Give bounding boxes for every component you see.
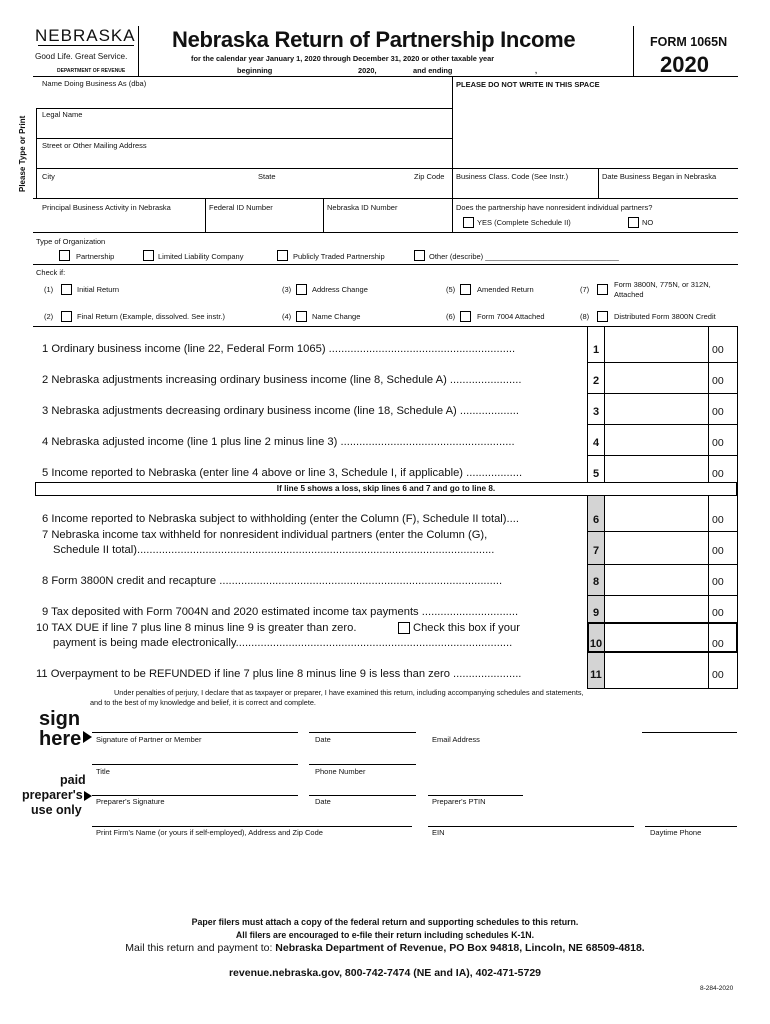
line-11-number: 11 — [590, 669, 602, 681]
line-8-text: 8 Form 3800N credit and recapture ........................................................................................... — [42, 575, 503, 587]
line-3-number: 3 — [592, 406, 600, 418]
nebraska-id-field[interactable] — [323, 198, 452, 232]
org-type-heading: Type of Organization — [36, 237, 106, 246]
title-label: Title — [96, 767, 110, 776]
line-3-cents: 00 — [712, 406, 724, 418]
footer-contact: revenue.nebraska.gov, 800-742-7474 (NE and IA), 402-471-5729 — [228, 967, 542, 979]
line-9-number: 9 — [592, 607, 600, 619]
state-label: State — [258, 172, 276, 181]
line-5-number: 5 — [592, 468, 600, 480]
daytime-phone-label: Daytime Phone — [650, 828, 702, 837]
type-or-print-label: Please Type or Print — [18, 115, 27, 192]
dba-label: Name Doing Business As (dba) — [42, 79, 147, 88]
form-3800n-attached-checkbox[interactable] — [597, 284, 608, 295]
preparer-date-label: Date — [315, 797, 331, 806]
nonresident-question: Does the partnership have nonresident individual partners? — [456, 203, 653, 212]
line-6-amount[interactable] — [605, 497, 708, 531]
loss-note-text: If line 5 shows a loss, skip lines 6 and 7 and go to line 8. — [276, 484, 496, 493]
sign-label: sign — [39, 708, 81, 730]
business-class-label: Business Class. Code (See Instr.) — [456, 172, 569, 181]
preparer-arrow-icon — [84, 791, 92, 801]
line-11-cents: 00 — [712, 669, 724, 681]
line-7-number: 7 — [592, 545, 600, 557]
form-code: 8-284-2020 — [700, 985, 734, 992]
distributed-3800n-label: Distributed Form 3800N Credit — [614, 312, 716, 321]
line-7-amount[interactable] — [605, 532, 708, 564]
final-return-label: Final Return (Example, dissolved. See instr.) — [77, 312, 225, 321]
perjury-text-1: Under penalties of perjury, I declare that as taxpayer or preparer, I have examined this return, including accompanying schedules and statements, — [114, 688, 584, 697]
name-change-checkbox[interactable] — [296, 311, 307, 322]
line-10-amount[interactable] — [605, 624, 708, 652]
yes-label: YES (Complete Schedule II) — [477, 218, 571, 227]
other-org-checkbox[interactable] — [414, 250, 425, 261]
line-3-amount[interactable] — [605, 394, 708, 424]
line-1-amount[interactable] — [605, 327, 708, 362]
line-6-cents: 00 — [712, 514, 724, 526]
line-2-text: 2 Nebraska adjustments increasing ordinary business income (line 8, Schedule A) ....................... — [42, 374, 522, 386]
preparer-signature-field[interactable] — [92, 777, 298, 795]
check-4-number: (4) — [282, 312, 292, 321]
line-11-amount[interactable] — [605, 655, 708, 688]
street-field[interactable] — [36, 138, 452, 168]
nonresident-yes-checkbox[interactable] — [463, 217, 474, 228]
line-1-number: 1 — [592, 344, 600, 356]
check-1-number: (1) — [44, 285, 54, 294]
line-4-number: 4 — [592, 437, 600, 449]
form-3800n-attached-label-1: Form 3800N, 775N, or 312N, — [614, 280, 711, 289]
firm-name-field[interactable] — [92, 808, 412, 826]
footer-mail-prefix: Mail this return and payment to: — [125, 942, 273, 954]
line-7-text-1: 7 Nebraska income tax withheld for nonresident individual partners (enter the Column (G), — [42, 529, 488, 541]
line-6-number: 6 — [592, 514, 600, 526]
form-7004-label: Form 7004 Attached — [477, 312, 545, 321]
line-4-text: 4 Nebraska adjusted income (line 1 plus line 2 minus line 3) ........................................................ — [42, 436, 515, 448]
form-number: FORM 1065N — [650, 35, 728, 49]
dba-field[interactable] — [33, 76, 451, 108]
date-began-field[interactable] — [598, 168, 738, 198]
perjury-text-2: and to the best of my knowledge and belief, it is correct and complete. — [90, 698, 316, 707]
year-mid: 2020, — [358, 66, 377, 75]
federal-id-label: Federal ID Number — [209, 203, 273, 212]
form-year: 2020 — [660, 52, 709, 77]
email-label: Email Address — [432, 735, 480, 744]
principal-activity-field[interactable] — [33, 198, 205, 232]
partner-date-field[interactable] — [309, 712, 416, 732]
line-2-cents: 00 — [712, 375, 724, 387]
zip-label: Zip Code — [414, 172, 445, 181]
line-4-cents: 00 — [712, 437, 724, 449]
initial-return-label: Initial Return — [77, 285, 120, 294]
legal-name-label: Legal Name — [42, 110, 83, 119]
check-if-heading: Check if: — [36, 268, 66, 277]
line-9-cents: 00 — [712, 607, 724, 619]
sign-arrow-icon — [83, 731, 92, 743]
check-8-number: (8) — [580, 312, 590, 321]
partner-date-label: Date — [315, 735, 331, 744]
line-5-text: 5 Income reported to Nebraska (enter line 4 above or line 3, Schedule I, if applicable) .................. — [42, 467, 523, 479]
line-4-amount[interactable] — [605, 425, 708, 455]
ptp-label: Publicly Traded Partnership — [293, 252, 385, 261]
preparers-label: preparer's — [22, 788, 83, 802]
line-8-amount[interactable] — [605, 565, 708, 595]
nonresident-no-checkbox[interactable] — [628, 217, 639, 228]
ptp-checkbox[interactable] — [277, 250, 288, 261]
final-return-checkbox[interactable] — [61, 311, 72, 322]
preparer-signature-label: Preparer's Signature — [96, 797, 165, 806]
legal-name-field[interactable] — [36, 108, 452, 138]
line-1-text: 1 Ordinary business income (line 22, Federal Form 1065) ............................................................ — [42, 343, 516, 355]
ptin-label: Preparer's PTIN — [432, 797, 486, 806]
beginning-label: beginning — [237, 66, 273, 75]
preparer-date-field[interactable] — [309, 777, 416, 795]
line-5-amount[interactable] — [605, 456, 708, 482]
line-7-cents: 00 — [712, 545, 724, 557]
ein-field[interactable] — [428, 808, 634, 826]
line-3-text: 3 Nebraska adjustments decreasing ordinary business income (line 18, Schedule A) ................... — [42, 405, 519, 417]
phone-label: Phone Number — [315, 767, 366, 776]
check-5-number: (5) — [446, 285, 456, 294]
other-org-label: Other (describe) ________________________________ — [429, 252, 619, 261]
and-ending-label: and ending — [413, 66, 453, 75]
phone-field[interactable] — [309, 746, 416, 764]
business-class-field[interactable] — [452, 168, 598, 198]
line-5-cents: 00 — [712, 468, 724, 480]
partner-signature-label: Signature of Partner or Member — [96, 735, 202, 744]
check-2-number: (2) — [44, 312, 54, 321]
line-10-number: 10 — [589, 638, 603, 650]
line-8-cents: 00 — [712, 576, 724, 588]
email-field[interactable] — [428, 712, 737, 732]
partnership-label: Partnership — [76, 252, 115, 261]
distributed-3800n-checkbox[interactable] — [597, 311, 608, 322]
address-change-label: Address Change — [312, 285, 368, 294]
line-8-number: 8 — [592, 576, 600, 588]
footer-efile-note: All filers are encouraged to e-file their return including schedules K-1N. — [235, 930, 535, 940]
daytime-phone-field[interactable] — [645, 808, 737, 826]
line-10-check-label: Check this box if your — [413, 622, 520, 634]
use-only-label: use only — [31, 803, 82, 817]
amended-return-checkbox[interactable] — [460, 284, 471, 295]
name-change-label: Name Change — [312, 312, 361, 321]
form-subtitle: for the calendar year January 1, 2020 through December 31, 2020 or other taxable year — [191, 54, 495, 63]
footer-attach-note: Paper filers must attach a copy of the federal return and supporting schedules to this return. — [191, 917, 579, 927]
nebraska-id-label: Nebraska ID Number — [327, 203, 398, 212]
do-not-write-label: PLEASE DO NOT WRITE IN THIS SPACE — [456, 80, 600, 89]
line-10-text-2: payment is being made electronically......................................................................................... — [53, 637, 513, 649]
initial-return-checkbox[interactable] — [61, 284, 72, 295]
date-began-label: Date Business Began in Nebraska — [602, 172, 717, 181]
city-label: City — [42, 172, 55, 181]
line-11-text: 11 Overpayment to be REFUNDED if line 7 plus line 8 minus line 9 is less than zero ...................... — [36, 668, 522, 680]
check-6-number: (6) — [446, 312, 456, 321]
check-3-number: (3) — [282, 285, 292, 294]
ein-label: EIN — [432, 828, 445, 837]
city-state-zip-field[interactable] — [36, 168, 452, 198]
partnership-checkbox[interactable] — [59, 250, 70, 261]
footer-mail-address: Nebraska Department of Revenue, PO Box 94818, Lincoln, NE 68509-4818. — [275, 942, 645, 954]
loss-note-bar — [35, 482, 737, 496]
ptin-field[interactable] — [428, 777, 523, 795]
line-2-amount[interactable] — [605, 363, 708, 393]
no-label: NO — [642, 218, 654, 227]
amended-return-label: Amended Return — [477, 285, 534, 294]
form-7004-checkbox[interactable] — [460, 311, 471, 322]
line-7-text-2: Schedule II total)................................................................................................................... — [53, 544, 495, 556]
line-10-text-1: 10 TAX DUE if line 7 plus line 8 minus line 9 is greater than zero. — [36, 622, 357, 634]
electronic-payment-checkbox[interactable] — [398, 622, 410, 634]
logo-tagline: Good Life. Great Service. — [35, 52, 128, 61]
street-label: Street or Other Mailing Address — [42, 141, 147, 150]
paid-label: paid — [60, 773, 86, 787]
logo-name: NEBRASKA — [35, 26, 136, 45]
partner-signature-field[interactable] — [92, 712, 298, 732]
line-9-amount[interactable] — [605, 596, 708, 622]
check-7-number: (7) — [580, 285, 590, 294]
line-10-cents: 00 — [712, 638, 724, 650]
firm-name-label: Print Firm's Name (or yours if self-employed), Address and Zip Code — [96, 828, 323, 837]
line-2-number: 2 — [592, 375, 600, 387]
line-9-text: 9 Tax deposited with Form 7004N and 2020 estimated income tax payments ............................... — [42, 606, 519, 618]
principal-activity-label: Principal Business Activity in Nebraska — [42, 203, 171, 212]
llc-checkbox[interactable] — [143, 250, 154, 261]
llc-label: Limited Liability Company — [158, 252, 244, 261]
federal-id-field[interactable] — [205, 198, 323, 232]
form-3800n-attached-label-2: Attached — [614, 290, 644, 299]
footer-mail-line — [0, 942, 770, 954]
logo-dept: DEPARTMENT OF REVENUE — [57, 68, 126, 74]
here-label: here — [39, 728, 82, 750]
line-6-text: 6 Income reported to Nebraska subject to withholding (enter the Column (F), Schedule II total).... — [42, 513, 519, 525]
comma: , — [535, 66, 538, 75]
form-title: Nebraska Return of Partnership Income — [172, 27, 576, 52]
title-field[interactable] — [92, 746, 298, 764]
address-change-checkbox[interactable] — [296, 284, 307, 295]
line-1-cents: 00 — [712, 344, 724, 356]
